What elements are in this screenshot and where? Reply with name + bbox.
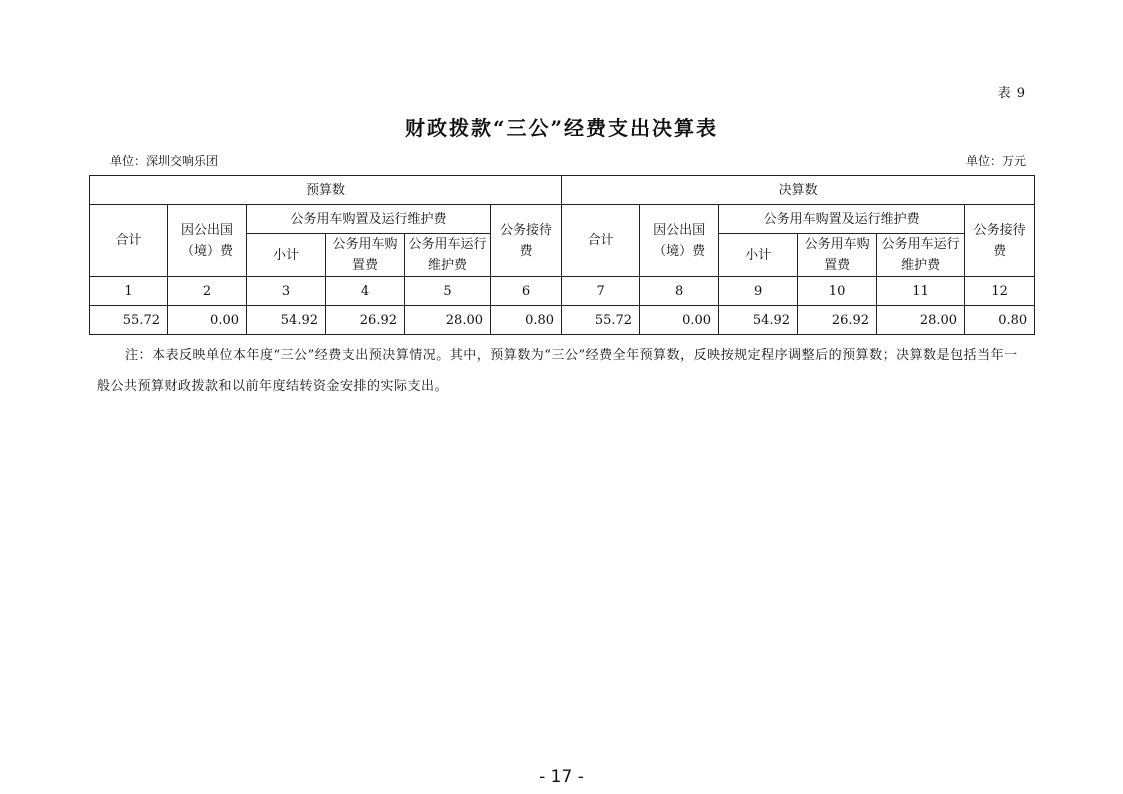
budget-reception-value: 0.80: [491, 306, 562, 335]
final-total-value: 55.72: [562, 306, 640, 335]
budget-reception-header: 公务接待费: [491, 205, 562, 277]
column-number: 4: [326, 277, 405, 306]
page-title: 财政拨款“三公”经费支出决算表: [404, 116, 718, 140]
final-group-header: 决算数: [562, 176, 1035, 205]
budget-operation-value: 28.00: [405, 306, 491, 335]
budget-abroad-value: 0.00: [168, 306, 247, 335]
budget-abroad-header: 因公出国（境）费: [168, 205, 247, 277]
value-row: [90, 306, 1035, 335]
unit-currency: 单位：万元: [965, 154, 1026, 168]
final-vehicle-group-header: 公务用车购置及运行维护费: [719, 205, 965, 234]
table-number: 表 9: [997, 86, 1026, 101]
final-abroad-value: 0.00: [640, 306, 719, 335]
table-note: 注：本表反映单位本年度“三公”经费支出预决算情况。其中，预算数为“三公”经费全年预算数，反映按规定程序调整后的预算数；决算数是包括当年一般公共预算财政拨款和以前年度结转资金安排的实际支出。: [97, 348, 1018, 394]
final-reception-header: 公务接待费: [965, 205, 1035, 277]
column-number: 11: [877, 277, 965, 306]
unit-organization: 单位：深圳交响乐团: [110, 154, 219, 168]
column-number: 5: [405, 277, 491, 306]
budget-purchase-value: 26.92: [326, 306, 405, 335]
final-subtotal-header: 小计: [719, 234, 798, 277]
final-purchase-value: 26.92: [798, 306, 877, 335]
column-number: 12: [965, 277, 1035, 306]
page-number: - 17 -: [539, 767, 584, 787]
budget-group-header: 预算数: [90, 176, 562, 205]
column-number: 10: [798, 277, 877, 306]
final-total-header: 合计: [562, 205, 640, 277]
budget-purchase-header: 公务用车购置费: [326, 234, 405, 277]
column-number: 6: [491, 277, 562, 306]
column-number: 8: [640, 277, 719, 306]
budget-operation-header: 公务用车运行维护费: [405, 234, 491, 277]
budget-total-header: 合计: [90, 205, 168, 277]
budget-subtotal-value: 54.92: [247, 306, 326, 335]
final-purchase-header: 公务用车购置费: [798, 234, 877, 277]
column-number: 2: [168, 277, 247, 306]
column-number-row: [90, 277, 1035, 306]
budget-subtotal-header: 小计: [247, 234, 326, 277]
expenditure-table: [89, 175, 1035, 335]
column-number: 3: [247, 277, 326, 306]
final-abroad-header: 因公出国（境）费: [640, 205, 719, 277]
column-number: 7: [562, 277, 640, 306]
budget-total-value: 55.72: [90, 306, 168, 335]
final-reception-value: 0.80: [965, 306, 1035, 335]
final-operation-value: 28.00: [877, 306, 965, 335]
final-operation-header: 公务用车运行维护费: [877, 234, 965, 277]
budget-vehicle-group-header: 公务用车购置及运行维护费: [247, 205, 491, 234]
column-number: 9: [719, 277, 798, 306]
final-subtotal-value: 54.92: [719, 306, 798, 335]
column-number: 1: [90, 277, 168, 306]
